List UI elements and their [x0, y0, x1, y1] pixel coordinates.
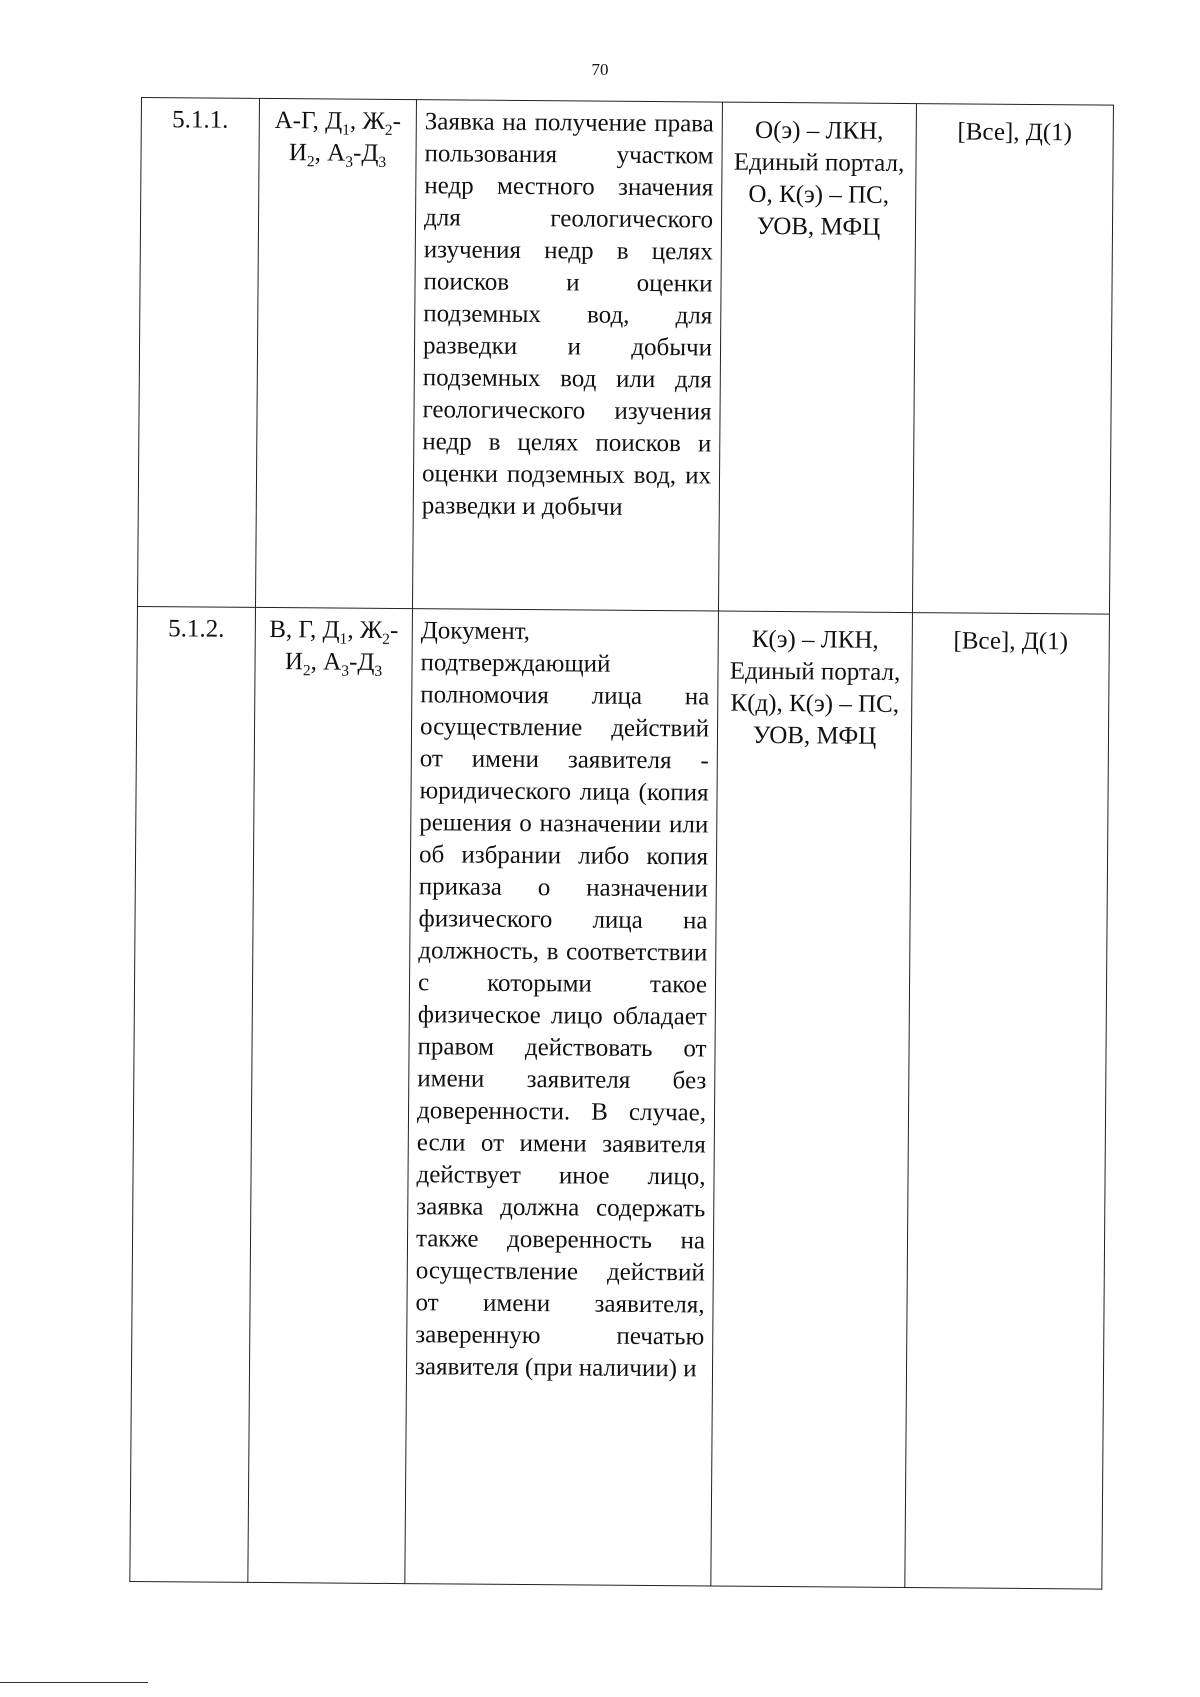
document-description-cell: Документ, подтверждающий полномочия лица на осуществление действий от имени заявителя - юридического лица (копия решения о назначении или об избрании либо копия приказа о назначении физического лица на должность, в соответствии с которыми такое физическое лицо обладает правом действовать от имени заявителя без доверенности. В случае, если от имени заявителя действует иное лицо, заявка должна содержать также доверенность на осуществление действий от имени заявителя, заверенную печатью заявителя (при наличии) и — [405, 609, 719, 1586]
requirement-cell: [Все], Д(1) — [905, 613, 1110, 1590]
applicant-categories-cell: А-Г, $Д_1$, $Ж_2-И_2$, $А_3-Д_3$ — [255, 98, 416, 608]
footnote-separator — [0, 1682, 148, 1683]
submission-form-cell: О(э) – ЛКН, Единый портал, О, К(э) – ПС, УОВ, МФЦ — [718, 102, 916, 613]
document-table — [129, 97, 1114, 1590]
page-number: 70 — [591, 60, 609, 79]
row-number-cell: 5.1.2. — [130, 606, 256, 1582]
row-number-cell: 5.1.1. — [137, 98, 259, 608]
submission-form-cell: К(э) – ЛКН, Единый портал, К(д), К(э) – ПС, УОВ, МФЦ — [711, 611, 913, 1587]
requirement-cell: [Все], Д(1) — [912, 104, 1113, 615]
table-row — [137, 98, 1113, 615]
applicant-categories-cell: В, Г, $Д_1$, $Ж_2-И_2$, $А_3-Д_3$ — [248, 607, 413, 1583]
document-description-cell: Заявка на получение права пользования участком недр местного значения для геологического изучения недр в целях поисков и оценки подземных вод, для разведки и добычи подземных вод или для геологического изучения недр в целях поисков и оценки подземных вод, их разведки и добычи — [412, 100, 722, 611]
table-row — [130, 606, 1110, 1589]
